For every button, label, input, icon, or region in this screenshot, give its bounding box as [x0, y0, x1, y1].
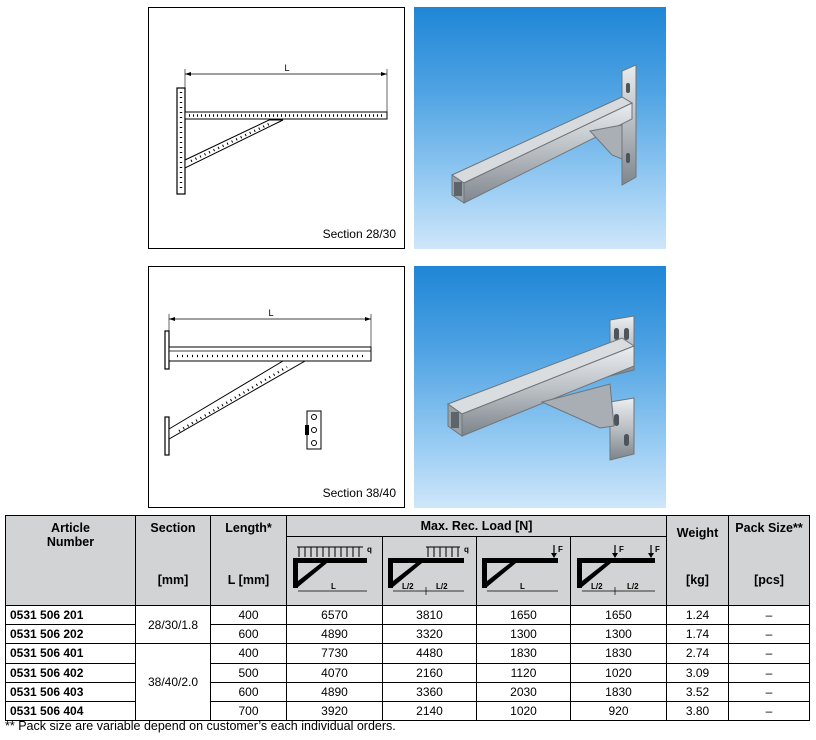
load-cell: 7730: [287, 644, 383, 663]
dim-label: L: [268, 308, 274, 318]
point-two-icon: [573, 543, 665, 599]
load-cell: 1020: [571, 663, 667, 682]
spec-table: [5, 515, 810, 721]
load-case-udl-half: [383, 537, 477, 606]
load-cell: 1300: [571, 625, 667, 644]
load-cell: 3810: [383, 606, 477, 625]
length-cell: 400: [211, 606, 287, 625]
section-cell: 28/30/1.8: [136, 606, 211, 644]
table-row: [6, 606, 810, 625]
article-number: 0531 506 402: [6, 663, 136, 682]
pack-cell: –: [729, 644, 810, 663]
article-number: 0531 506 403: [6, 682, 136, 701]
load-cell: 4070: [287, 663, 383, 682]
pack-cell: –: [729, 606, 810, 625]
weight-cell: 3.80: [667, 701, 729, 720]
header-weight: Weight [kg]: [667, 516, 729, 606]
load-cell: 1830: [571, 644, 667, 663]
header-row: [6, 516, 810, 537]
article-number: 0531 506 201: [6, 606, 136, 625]
length-cell: 700: [211, 701, 287, 720]
load-cell: 4480: [383, 644, 477, 663]
svg-text:L/2: L/2: [626, 582, 639, 592]
header-pack-unit: [pcs]: [754, 573, 784, 587]
load-cell: 1300: [477, 625, 571, 644]
article-number: 0531 506 404: [6, 701, 136, 720]
load-cell: 4890: [287, 682, 383, 701]
length-cell: 600: [211, 682, 287, 701]
header-section: Section [mm]: [136, 516, 211, 606]
load-case-point-end: [477, 537, 571, 606]
bracket-drawing-2: [149, 267, 406, 509]
bracket-photo-38-40: [414, 266, 666, 508]
weight-cell: 2.74: [667, 644, 729, 663]
table-row: [6, 644, 810, 663]
load-cell: 920: [571, 701, 667, 720]
load-cell: 2160: [383, 663, 477, 682]
svg-text:F: F: [557, 545, 563, 555]
length-cell: 500: [211, 663, 287, 682]
pack-cell: –: [729, 682, 810, 701]
svg-text:F: F: [618, 545, 624, 555]
header-article: Article Number: [6, 516, 136, 606]
pack-cell: –: [729, 663, 810, 682]
load-cell: 6570: [287, 606, 383, 625]
load-cell: 1650: [571, 606, 667, 625]
udl-half-icon: [384, 543, 476, 599]
length-cell: 400: [211, 644, 287, 663]
svg-text:q: q: [366, 545, 372, 555]
svg-text:L: L: [330, 582, 336, 592]
weight-cell: 1.74: [667, 625, 729, 644]
load-cell: 3360: [383, 682, 477, 701]
load-case-udl-full: [287, 537, 383, 606]
load-cell: 1830: [571, 682, 667, 701]
load-cell: 1650: [477, 606, 571, 625]
weight-cell: 3.52: [667, 682, 729, 701]
bracket-render-2: [414, 266, 666, 508]
article-number: 0531 506 401: [6, 644, 136, 663]
length-cell: 600: [211, 625, 287, 644]
svg-text:q: q: [463, 545, 469, 555]
pack-cell: –: [729, 625, 810, 644]
footnote: ** Pack size are variable depend on customer’s each individual orders.: [5, 719, 396, 733]
header-weight-unit: [kg]: [686, 573, 709, 587]
pack-cell: –: [729, 701, 810, 720]
load-cell: 3320: [383, 625, 477, 644]
header-section-unit: [mm]: [157, 573, 189, 587]
udl-full-icon: [289, 543, 381, 599]
load-cell: 1020: [477, 701, 571, 720]
weight-cell: 3.09: [667, 663, 729, 682]
load-cell: 3920: [287, 701, 383, 720]
section-cell: 38/40/2.0: [136, 644, 211, 721]
drawing-section-28-30: [148, 7, 405, 249]
load-case-point-two: [571, 537, 667, 606]
header-max-load: Max. Rec. Load [N]: [287, 516, 667, 537]
svg-text:L: L: [519, 582, 525, 592]
dim-label: L: [284, 63, 290, 73]
load-cell: 2140: [383, 701, 477, 720]
bracket-photo-28-30: [414, 7, 666, 249]
table-row: [6, 625, 810, 644]
header-pack: Pack Size** [pcs]: [729, 516, 810, 606]
header-length: Length* L [mm]: [211, 516, 287, 606]
table-row: [6, 701, 810, 720]
figure-caption: Section 38/40: [322, 486, 396, 500]
svg-text:F: F: [654, 545, 660, 555]
load-cell: 1830: [477, 644, 571, 663]
svg-text:L/2: L/2: [590, 582, 603, 592]
svg-text:L/2: L/2: [401, 582, 414, 592]
load-cell: 4890: [287, 625, 383, 644]
drawing-section-38-40: [148, 266, 405, 508]
bracket-drawing-1: [149, 8, 406, 250]
load-cell: 1120: [477, 663, 571, 682]
figure-caption: Section 28/30: [322, 227, 396, 241]
point-end-icon: [478, 543, 570, 599]
bracket-render-1: [414, 7, 666, 249]
load-cell: 2030: [477, 682, 571, 701]
header-length-unit: L [mm]: [227, 573, 270, 587]
svg-text:L/2: L/2: [435, 582, 448, 592]
table-row: [6, 663, 810, 682]
article-number: 0531 506 202: [6, 625, 136, 644]
weight-cell: 1.24: [667, 606, 729, 625]
table-row: [6, 682, 810, 701]
